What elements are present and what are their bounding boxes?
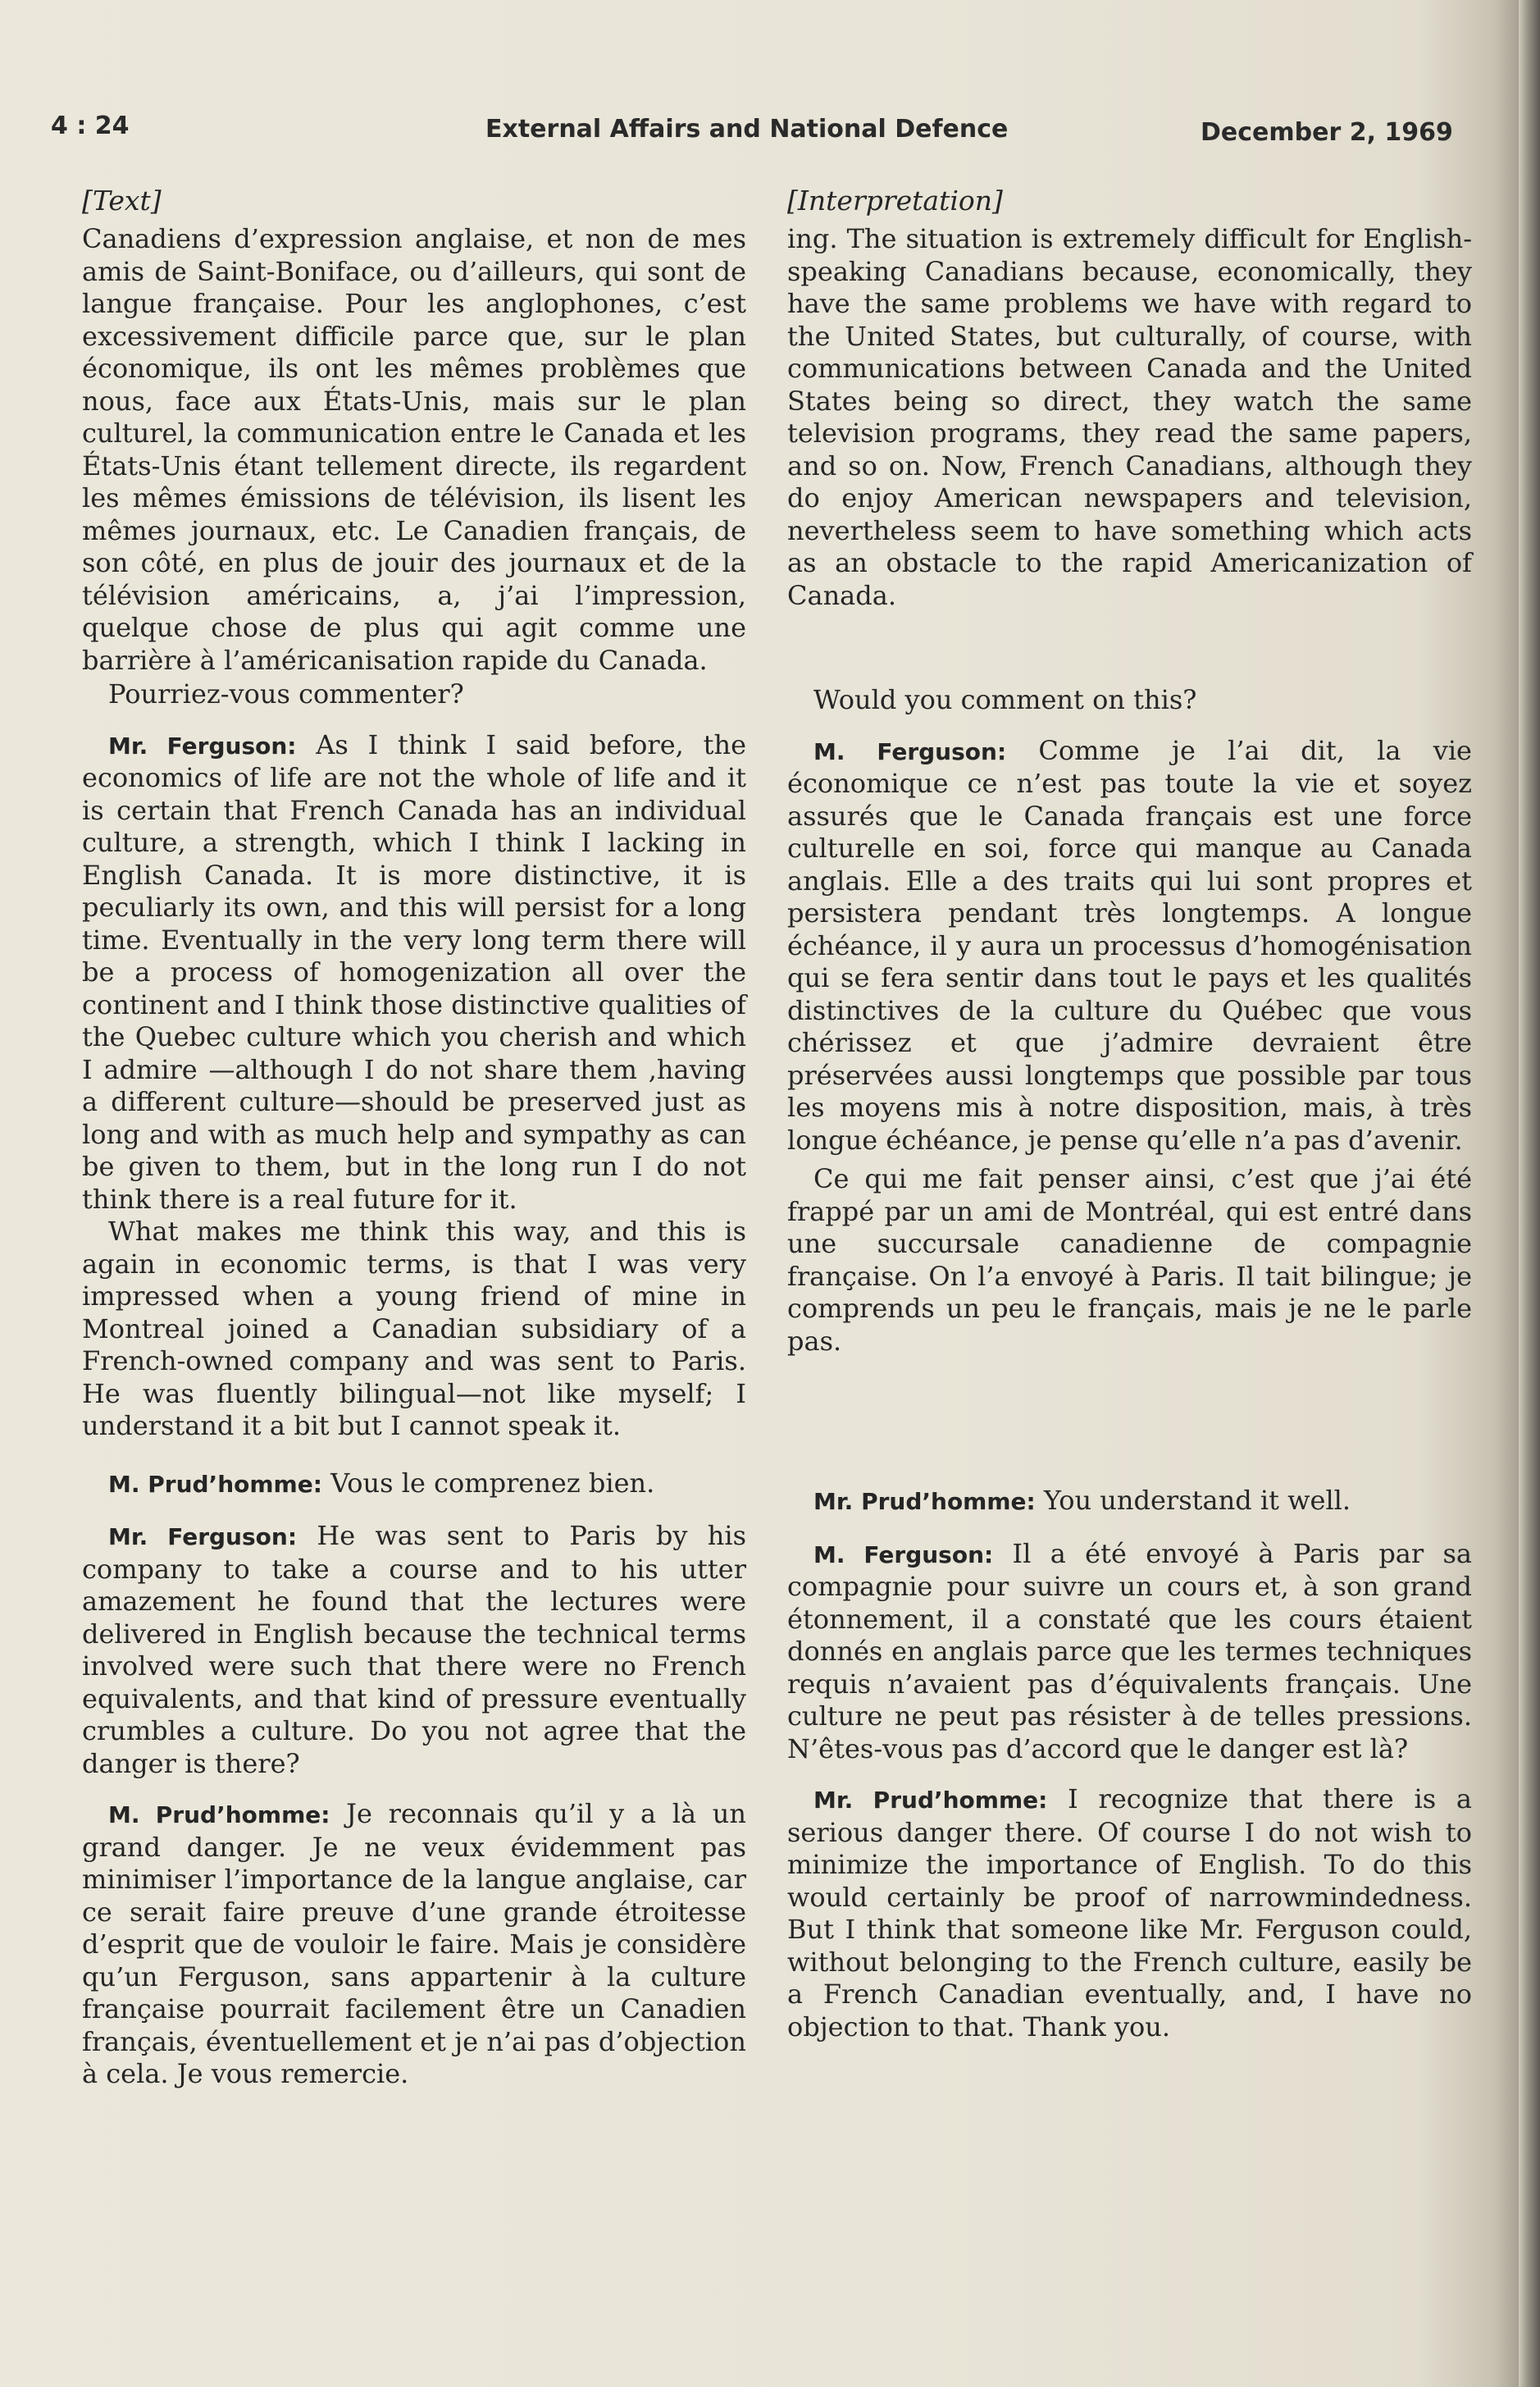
right-column bbox=[787, 182, 1472, 2043]
speaker-paragraph bbox=[787, 1783, 1472, 2043]
paragraph: Pourriez-vous commenter? bbox=[108, 678, 464, 710]
left-column bbox=[82, 182, 746, 2091]
interpretation-label: [Interpretation] bbox=[787, 185, 1003, 217]
speech-text: Comme je l’ai dit, la vie économique ce n’est pas toute la vie et soyez assurés que le Canada français est une force culturelle en soi, force qui manque au Canada anglais. Elle a des traits qui lui sont propres et persistera pendant très longtemps. A longue échéance, il y aura un processus d’homogénisation qui se fera sentir dans tout le pays et les qualités distinctives de la culture du Québec que vous chérissez et que j’admire devraient être préservées aussi longtemps que possible par tous les moyens mis à notre disposition, mais, à très longue échéance, je pense qu’elle n’a pas d’avenir. bbox=[787, 734, 1472, 1156]
paragraph: Would you comment on this? bbox=[813, 684, 1197, 715]
speaker-paragraph bbox=[82, 1798, 746, 2091]
speech-text: You understand it well. bbox=[1035, 1485, 1351, 1516]
speaker-name: Mr. Ferguson: bbox=[108, 1523, 298, 1550]
speech-text: Je reconnais qu’il y a là un grand danger. Je ne veux évidemment pas minimiser l’importance de la langue anglaise, car ce serait faire preuve d’une grande étroitesse d’esprit que de vouloir le faire. Mais je considère qu’un Ferguson, sans appartenir à la culture française pourrait facilement être un Canadien français, éventuellement et je n’ai pas d’objection à cela. Je vous remercie. bbox=[82, 1798, 747, 2089]
speech-text: I recognize that there is a serious danger there. Of course I do not wish to minimize the importance of English. To do this would certainly be proof of narrowmindedness. But I think that someone like Mr. Ferguson could, without belonging to the French culture, easily be a French Canadian eventually, and, I have no objection to that. Thank you. bbox=[787, 1783, 1473, 2042]
speaker-paragraph bbox=[787, 1485, 1472, 1518]
speaker-name: Mr. Ferguson: bbox=[108, 732, 297, 760]
paragraph: ing. The situation is extremely difficult for English-speaking Canadians because, economically, they have the same problems we have with regard to the United States, but culturally, of course, with communications between Canada and the United States being so direct, they watch the same television programs, they read the same papers, and so on. Now, French Canadians, although they do enjoy American newspapers and television, nevertheless seem to have something which acts as an obstacle to the rapid Americanization of Canada. bbox=[787, 223, 1472, 611]
page-number: 4 : 24 bbox=[51, 112, 130, 140]
paragraph: Canadiens d’expression anglaise, et non de mes amis de Saint-Boniface, ou d’ailleurs, qui sont de langue française. Pour les anglophones, c’est excessivement difficile parce que, sur le plan économique, ils ont les mêmes problèmes que nous, face aux États-Unis, mais sur le plan culturel, la communication entre le Canada et les États-Unis étant tellement directe, ils regardent les mêmes émissions de télévision, ils lisent les mêmes journaux, etc. Le Canadien français, de son côté, en plus de jouir des journaux et de la télévision américains, a, j’ai l’impression, quelque chose de plus qui agit comme une barrière à l’américanisation rapide du Canada. bbox=[82, 223, 746, 676]
speech-text: Vous le comprenez bien. bbox=[321, 1467, 655, 1499]
speaker-paragraph bbox=[787, 1538, 1472, 1766]
book-spine-shadow bbox=[1519, 0, 1540, 2387]
text-label: [Text] bbox=[82, 185, 162, 217]
paragraph: Ce qui me fait penser ainsi, c’est que j’ai été frappé par un ami de Montréal, qui est entré dans une succursale canadienne de compagnie française. On l’a envoyé à Paris. Il tait bilingue; je comprends un peu le français, mais je ne le parle pas. bbox=[787, 1163, 1472, 1357]
speaker-paragraph bbox=[82, 729, 746, 1216]
speech-text: As I think I said before, the economics of life are not the whole of life and it is certain that French Canada has an individual culture, a strength, which I think I lacking in English Canada. It is more distinctive, it is peculiarly its own, and this will persist for a long time. Eventually in the very long term there will be a process of homogenization all over the continent and I think those distinctive qualities of the Quebec culture which you cherish and which I admire —although I do not share them ,having a different culture—should be preserved just as long and with as much help and sympathy as can be given to them, but in the long run I do not think there is a real future for it. bbox=[82, 728, 747, 1215]
speech-text: Il a été envoyé à Paris par sa compagnie pour suivre un cours et, à son grand étonnement, il a constaté que les cours étaient donnés en anglais parce que les termes techniques requis n’avaient pas d’équivalents français. Une culture ne peut pas résister à de telles pressions. N’êtes-vous pas d’accord que le danger est là? bbox=[787, 1537, 1472, 1764]
page-header bbox=[51, 112, 1502, 153]
speaker-paragraph bbox=[82, 1520, 746, 1780]
running-title: External Affairs and National Defence bbox=[485, 115, 1009, 144]
speaker-name: M. Prud’homme: bbox=[108, 1801, 330, 1828]
speaker-name: M. Ferguson: bbox=[813, 737, 1007, 765]
speaker-name: M. Ferguson: bbox=[813, 1540, 994, 1568]
speaker-paragraph bbox=[82, 1467, 746, 1501]
speaker-paragraph bbox=[787, 735, 1472, 1157]
speaker-name: Mr. Prud’homme: bbox=[813, 1787, 1048, 1814]
header-date: December 2, 1969 bbox=[1201, 118, 1453, 147]
speech-text: He was sent to Paris by his company to take a course and to his utter amazement he found that the lectures were delivered in English because the technical terms involved were such that there were no French equivalents, and that kind of pressure eventually crumbles a culture. Do you not agree that the danger is there? bbox=[82, 1520, 746, 1779]
speaker-name: Mr. Prud’homme: bbox=[813, 1488, 1036, 1515]
paragraph: What makes me think this way, and this is again in economic terms, is that I was very impressed when a young friend of mine in Montreal joined a Canadian subsidiary of a French-owned company and was sent to Paris. He was fluently bilingual—not like myself; I understand it a bit but I cannot speak it. bbox=[82, 1216, 746, 1441]
speaker-name: M. Prud’homme: bbox=[108, 1470, 322, 1498]
